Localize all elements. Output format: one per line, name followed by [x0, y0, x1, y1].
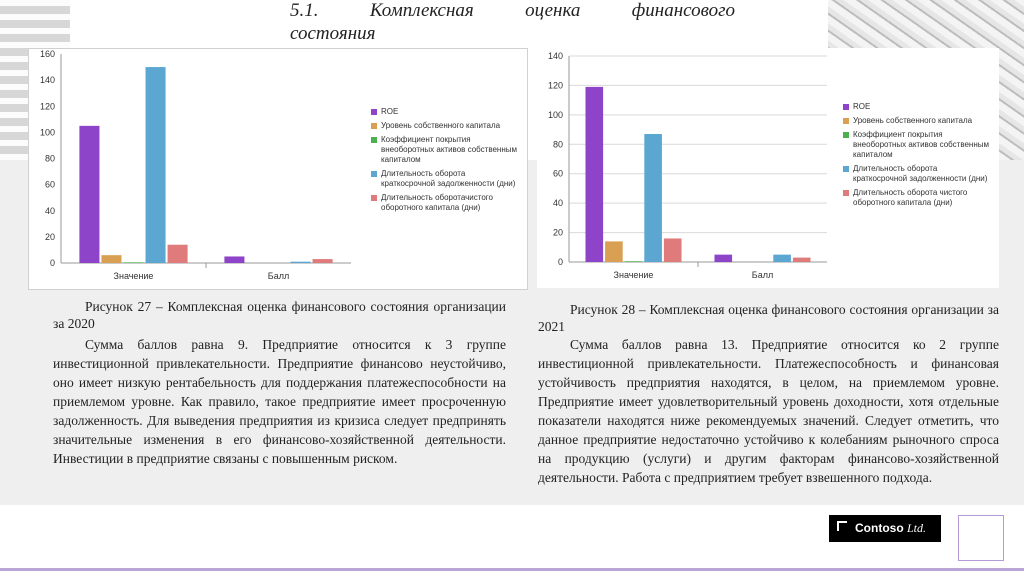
chart-2021-legend-item [843, 116, 993, 126]
chart-2020-y-tick-label: 140 [39, 75, 55, 86]
chart-2020-x-tick-label: Балл [267, 271, 290, 281]
chart-2020-bar [291, 262, 311, 263]
chart-2021-bar [793, 258, 811, 262]
chart-2021-y-tick-label: 60 [552, 168, 563, 179]
chart-2021-legend-swatch [843, 104, 849, 110]
chart-2021-y-tick-label: 100 [547, 109, 563, 120]
slide-title-continued: состояния [290, 23, 376, 44]
chart-2021-bar [585, 87, 603, 262]
chart-2020-legend-swatch [371, 137, 377, 143]
chart-2020-legend-label: Длительность оборота краткосрочной задолженности (дни) [381, 169, 516, 188]
chart-2020-legend-item [371, 121, 521, 131]
chart-2021-bar [644, 134, 662, 262]
chart-2021-legend-swatch [843, 166, 849, 172]
chart-2021-legend-swatch [843, 118, 849, 124]
chart-2020-bar [146, 67, 166, 263]
chart-2021-y-tick-label: 140 [547, 51, 563, 61]
chart-2020 [28, 48, 528, 290]
chart-2020-x-tick-label: Значение [113, 271, 154, 281]
analysis-text-2021: Сумма баллов равна 13. Предприятие относится ко 2 группе инвестиционной привлекательности. Платежеспособность и финансовая устойчивость предприятия находятся, в целом, на приемлемом уровне. Предприятие имеет удовлетворительный уровень доходности, хотя отдельные показатели находятся ниже рекомендуемых значений. Следует отметить, что данное предприятие недостаточно устойчиво к колебаниям рыночного спроса на продукцию (услуги) и другим факторам финансово-хозяйственной деятельности. Работа с предприятием требует взвешенного подхода. [538, 337, 999, 485]
chart-2021-legend-label: Уровень собственного капитала [853, 116, 973, 125]
chart-2020-bar [101, 255, 121, 263]
figure-caption-2020: Рисунок 27 – Комплексная оценка финансового состояния организации за 2020 [53, 299, 506, 331]
chart-2021-legend-label: ROE [853, 102, 871, 111]
chart-2020-y-tick-label: 20 [44, 231, 55, 242]
chart-2021-y-tick-label: 20 [552, 227, 563, 238]
chart-2020-legend-item [371, 169, 521, 189]
chart-2021-bar [773, 255, 791, 262]
chart-2020-y-tick-label: 100 [39, 127, 55, 138]
chart-2020-y-tick-label: 160 [39, 49, 55, 59]
chart-2021-legend [843, 102, 993, 212]
chart-2021-y-tick-label: 40 [552, 198, 563, 209]
chart-2021 [537, 48, 999, 288]
chart-2020-legend-swatch [371, 195, 377, 201]
chart-2021-legend-item [843, 188, 993, 208]
chart-2021-x-tick-label: Значение [613, 270, 654, 280]
chart-2021-legend-item [843, 164, 993, 184]
analysis-text-2020: Сумма баллов равна 9. Предприятие относится к 3 группе инвестиционной привлекательности. Предприятие финансово неустойчиво, оно имеет низкую рентабельность для поддержания платежеспособности на приемлемом уровне. Как правило, такое предприятие имеет просроченную задолженность. Для выведения предприятия из кризиса следует предпринять значительные изменения в его финансово-хозяйственной деятельности. Инвестиции в предприятие связаны с повышенным риском. [53, 337, 506, 466]
figure-caption-2021: Рисунок 28 – Комплексная оценка финансового состояния организации за 2021 [538, 302, 999, 334]
slide-nav-button[interactable] [958, 515, 1004, 561]
chart-2020-y-tick-label: 60 [44, 179, 55, 190]
chart-2020-bar [123, 262, 143, 263]
chart-2021-y-tick-label: 80 [552, 139, 563, 150]
chart-2020-y-tick-label: 120 [39, 101, 55, 112]
chart-2021-y-tick-label: 0 [557, 257, 563, 267]
chart-2020-bar [313, 259, 333, 263]
chart-2021-bar [714, 255, 732, 262]
bottom-accent-line [0, 568, 1024, 571]
contoso-logo [829, 515, 941, 542]
chart-2020-legend-swatch [371, 123, 377, 129]
chart-2020-y-tick-label: 0 [49, 258, 55, 268]
chart-2021-legend-label: Длительность оборота краткосрочной задолженности (дни) [853, 164, 988, 183]
logo-suffix: Ltd. [907, 521, 927, 535]
logo-corner-icon [837, 521, 847, 531]
chart-2020-legend-item [371, 135, 521, 165]
chart-2020-legend-item [371, 193, 521, 213]
chart-2020-bar [79, 126, 99, 263]
slide-title: 5.1. Комплексная оценка финансового [290, 0, 735, 21]
chart-2021-y-tick-label: 120 [547, 80, 563, 91]
chart-2021-legend-swatch [843, 132, 849, 138]
chart-2020-legend-label: ROE [381, 107, 399, 116]
chart-2020-y-tick-label: 80 [44, 153, 55, 164]
chart-2020-legend [371, 107, 521, 217]
chart-2020-y-tick-label: 40 [44, 205, 55, 216]
chart-2020-legend-item [371, 107, 521, 117]
logo-name: Contoso [855, 521, 904, 535]
chart-2021-legend-item [843, 130, 993, 160]
chart-2020-legend-label: Длительность оборотачистого оборотного капитала (дни) [381, 193, 493, 212]
chart-2021-legend-item [843, 102, 993, 112]
chart-2021-bar [605, 241, 623, 262]
chart-2021-bar [625, 261, 643, 262]
chart-2020-legend-swatch [371, 109, 377, 115]
chart-2021-bar [664, 238, 682, 262]
chart-2020-legend-label: Уровень собственного капитала [381, 121, 501, 130]
chart-2021-legend-label: Длительность оборота чистого оборотного капитала (дни) [853, 188, 968, 207]
chart-2021-legend-label: Коэффициент покрытия внеоборотных активов собственным капиталом [853, 130, 990, 159]
chart-2020-legend-label: Коэффициент покрытия внеоборотных активов собственным капиталом [381, 135, 518, 164]
chart-2020-bar [168, 245, 188, 263]
chart-2021-x-tick-label: Балл [751, 270, 774, 280]
chart-2020-bar [224, 256, 244, 263]
chart-2020-legend-swatch [371, 171, 377, 177]
chart-2021-legend-swatch [843, 190, 849, 196]
